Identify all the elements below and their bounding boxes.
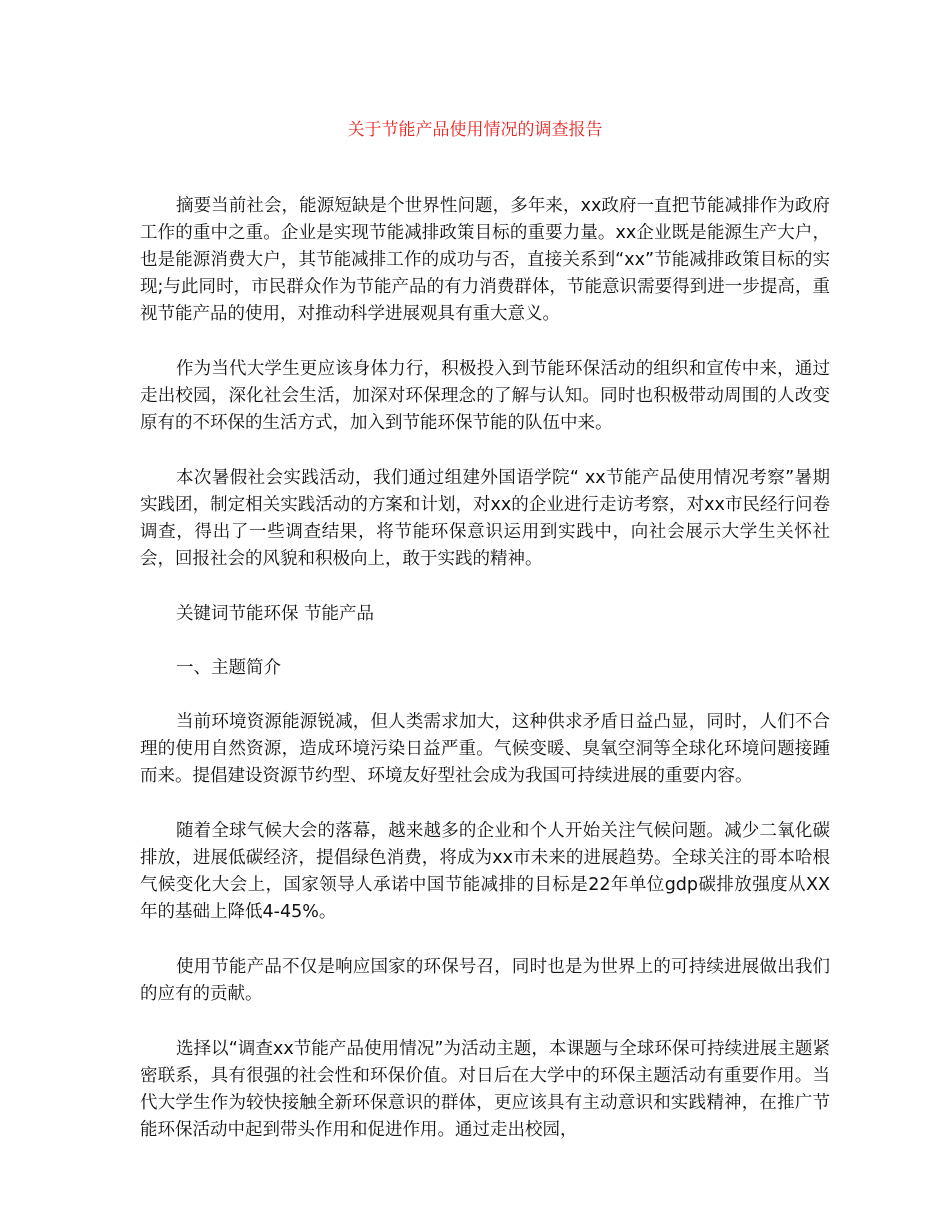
intro-paragraph-2: 随着全球气候大会的落幕，越来越多的企业和个人开始关注气候问题。减少二氧化碳排放，进展低碳经济，提倡绿色消费，将成为xx市未来的进展趋势。全球关注的哥本哈根气候变化大会上，国家领导人承诺中国节能减排的目标是22年单位gdp碳排放强度从XX年的基础上降低4-45%。: [140, 821, 830, 922]
activity-paragraph: 本次暑假社会实践活动，我们通过组建外国语学院“ xx节能产品使用情况考察”暑期实践团，制定相关实践活动的方案和计划，对xx的企业进行走访考察，对xx市民经行问卷调查，得出了一些调查结果，将节能环保意识运用到实践中，向社会展示大学生关怀社会，回报社会的风貌和积极向上，敢于实践的精神。: [140, 468, 830, 569]
student-role-paragraph: 作为当代大学生更应该身体力行，积极投入到节能环保活动的组织和宣传中来，通过走出校园，深化社会生活，加深对环保理念的了解与认知。同时也积极带动周围的人改变原有的不环保的生活方式，加入到节能环保节能的队伍中来。: [140, 359, 830, 433]
intro-paragraph-1: 当前环境资源能源锐减，但人类需求加大，这种供求矛盾日益凸显，同时，人们不合理的使用自然资源，造成环境污染日益严重。气候变暖、臭氧空洞等全球化环境问题接踵而来。提倡建设资源节约型、环境友好型社会成为我国可持续进展的重要内容。: [140, 712, 830, 786]
intro-paragraph-3: 使用节能产品不仅是响应国家的环保号召，同时也是为世界上的可持续进展做出我们的应有的贡献。: [140, 957, 830, 1004]
section-heading: 一、主题简介: [176, 658, 281, 678]
keywords-line: 关键词节能环保 节能产品: [176, 604, 375, 624]
document-body: [140, 193, 830, 1172]
abstract-paragraph: 摘要当前社会，能源短缺是个世界性问题，多年来，xx政府一直把节能减排作为政府工作的重中之重。企业是实现节能减排政策目标的重要力量。xx企业既是能源生产大户，也是能源消费大户，其节能减排工作的成功与否，直接关系到“xx”节能减排政策目标的实现;与此同时，市民群众作为节能产品的有力消费群体，节能意识需要得到进一步提高，重视节能产品的使用，对推动科学进展观具有重大意义。: [140, 196, 830, 324]
intro-paragraph-4: 选择以“调查xx节能产品使用情况”为活动主题，本课题与全球环保可持续进展主题紧密联系，具有很强的社会性和环保价值。对日后在大学中的环保主题活动有重要作用。当代大学生作为较快接触全新环保意识的群体，更应该具有主动意识和实践精神，在推广节能环保活动中起到带头作用和促进作用。通过走出校园，: [140, 1039, 830, 1140]
document-title: 关于节能产品使用情况的调查报告: [347, 120, 603, 140]
